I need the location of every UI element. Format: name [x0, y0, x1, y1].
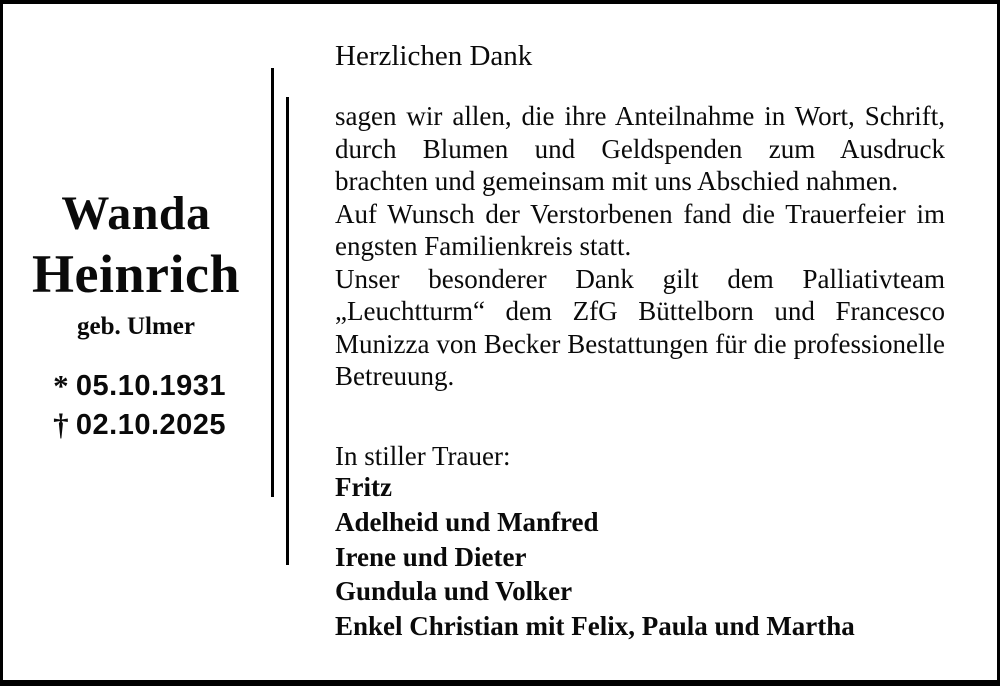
birth-date-row: [3, 368, 269, 404]
mourner-name: Adelheid und Manfred: [335, 506, 599, 537]
deceased-last-name: Heinrich: [32, 244, 240, 304]
message-line: Auf Wunsch der Verstorbenen fand die Trauerfeier im: [335, 198, 945, 229]
message-line: brachten und gemeinsam mit uns Abschied nahmen.: [335, 166, 899, 196]
message-line: engsten Familienkreis statt.: [335, 231, 632, 261]
deceased-name-block: [3, 4, 269, 680]
deceased-first-name: Wanda: [61, 187, 211, 240]
thanks-message: [335, 100, 945, 393]
message-line: „Leuchtturm“ dem ZfG Büttelborn und Francesco: [335, 296, 945, 326]
mourner-name: Fritz: [335, 472, 392, 502]
birth-date: 05.10.1931: [75, 370, 227, 402]
message-line: durch Blumen und Geldspenden zum Ausdruck: [335, 133, 945, 164]
mourner-name: Enkel Christian mit Felix, Paula und Martha: [335, 611, 855, 642]
mourner-name: Gundula und Volker: [335, 576, 573, 607]
death-dagger-icon: †: [53, 407, 69, 442]
mourning-salutation: In stiller Trauer:: [335, 441, 511, 471]
message-line: Unser besonderer Dank gilt dem Palliativteam: [335, 263, 945, 294]
message-line: Munizza von Becker Bestattungen für die professionelle: [335, 328, 945, 359]
deceased-maiden-name: geb. Ulmer: [76, 313, 196, 340]
message-line: Betreuung.: [335, 361, 455, 391]
death-date-row: [3, 407, 269, 443]
thanks-title: Herzlichen Dank: [335, 40, 533, 72]
mourners-list: [335, 470, 975, 644]
divider-rule-inner: [286, 97, 289, 565]
divider-rule-outer: [271, 68, 274, 497]
mourner-name: Irene und Dieter: [335, 541, 527, 572]
birth-star-icon: *: [53, 368, 69, 403]
message-line: sagen wir allen, die ihre Anteilnahme in Wort, Schrift,: [335, 101, 945, 131]
death-date: 02.10.2025: [75, 409, 227, 441]
